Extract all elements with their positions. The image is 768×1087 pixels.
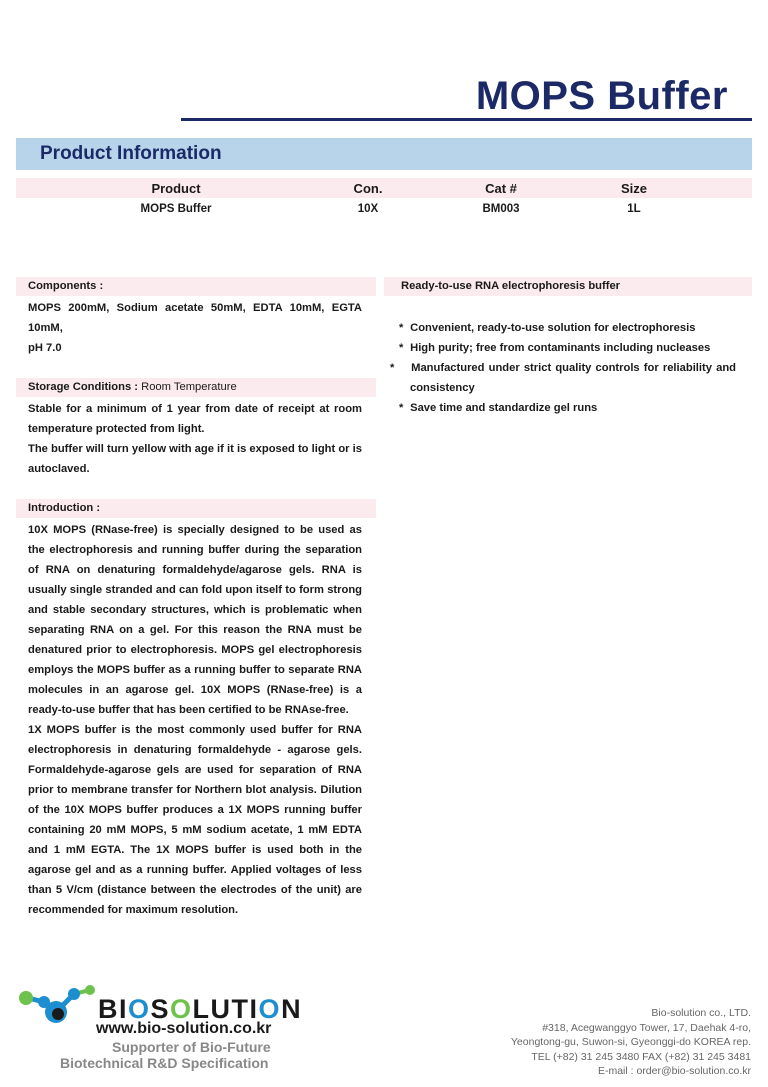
table-row [16, 200, 752, 220]
storage-heading: Storage Conditions : [28, 381, 139, 393]
right-column [384, 277, 752, 418]
website-url: www.bio-solution.co.kr [96, 1020, 272, 1037]
section-header [16, 138, 752, 170]
storage-note: The buffer will turn yellow with age if it is exposed to light or is autoclaved. [28, 443, 362, 475]
cell-cat: BM003 [482, 203, 520, 215]
molecule-logo-icon [16, 976, 96, 1032]
company-address-2: Yeongtong-gu, Suwon-si, Gyeonggi-do KOREA rep. [510, 1036, 751, 1048]
company-address-1: #318, Acegwanggyo Tower, 17, Daehak 4-ro, [542, 1021, 751, 1034]
bullet-star: * [390, 362, 395, 374]
feature-item: * Convenient, ready-to-use solution for electrophoresis [384, 318, 752, 338]
product-table [16, 178, 752, 220]
features-heading: Ready-to-use RNA electrophoresis buffer [401, 280, 621, 292]
logo-wordmark: BIOSOLUTION [98, 994, 303, 1024]
introduction-paragraph-1: 10X MOPS (RNase-free) is specially designed to be used as the electrophoresis and running buffer during the separation of RNA on denaturing formaldehyde/agarose gels. RNA is usually single stranded and can fold upon itself to form strong and stable secondary structures, which is problematic when separating RNA on a gel. For this reason the RNA must be denatured prior to electrophoresis. MOPS gel electrophoresis employs the MOPS buffer as a running buffer to separate RNA molecules in an agarose gel. 10X MOPS (RNase-free) is a ready-to-use buffer that has been certified to be RNAse-free. [28, 524, 362, 716]
cell-size: 1L [627, 203, 641, 215]
left-column [16, 277, 376, 920]
feature-item: * High purity; free from contaminants including nucleases [384, 338, 752, 358]
slogan-line-2: Biotechnical R&D Specification [60, 1055, 269, 1071]
features-heading-bar [384, 277, 752, 296]
column-header-cat: Cat # [485, 181, 517, 196]
components-heading: Components : [28, 280, 104, 292]
column-header-size: Size [620, 181, 648, 196]
company-info [511, 1006, 751, 1079]
section-title: Product Information [40, 143, 222, 164]
cell-concentration: 10X [357, 203, 379, 215]
components-line-2: pH 7.0 [28, 342, 62, 354]
title-underline [181, 118, 752, 121]
introduction-heading: Introduction : [28, 502, 101, 514]
company-name: Bio-solution co., LTD. [651, 1007, 751, 1019]
components-heading-bar [16, 277, 376, 296]
column-header-concentration: Con. [353, 181, 383, 196]
cell-product: MOPS Buffer [140, 203, 212, 215]
column-header-product: Product [151, 181, 201, 196]
company-logo [16, 976, 306, 1076]
bullet-star: * [399, 342, 404, 354]
storage-heading-value: Room Temperature [141, 381, 237, 393]
introduction-paragraph-2: 1X MOPS buffer is the most commonly used buffer for RNA electrophoresis in denaturing formaldehyde - agarose gels. Formaldehyde-agarose gels are used for separation of RNA prior to membrane transfer for Northern blot analysis. Dilution of the 10X MOPS buffer produces a 1X MOPS running buffer containing 20 mM MOPS, 5 mM sodium acetate, 1 mM EDTA and 1 mM EGTA. The 1X MOPS buffer is used both in the agarose gel and as a running buffer. Applied voltages of less than 5 V/cm (distance between the electrodes of the unit) are recommended for maximum resolution. [28, 724, 362, 916]
table-header-row [16, 178, 752, 198]
introduction-heading-bar [16, 499, 376, 518]
feature-item: * Manufactured under strict quality controls for reliability and consistency [384, 358, 752, 398]
company-email: E-mail : order@bio-solution.co.kr [597, 1065, 751, 1077]
storage-text: Stable for a minimum of 1 year from date of receipt at room temperature protected from light. [28, 403, 362, 435]
bullet-star: * [399, 322, 404, 334]
bullet-star: * [399, 402, 404, 414]
company-phone: TEL (+82) 31 245 3480 FAX (+82) 31 245 3481 [531, 1050, 751, 1063]
storage-heading-bar [16, 378, 376, 397]
feature-item: * Save time and standardize gel runs [384, 398, 752, 418]
slogan-line-1: Supporter of Bio-Future [112, 1039, 271, 1055]
page-title: MOPS Buffer [475, 74, 728, 118]
components-line-1: MOPS 200mM, Sodium acetate 50mM, EDTA 10mM, EGTA 10mM, [28, 302, 362, 334]
